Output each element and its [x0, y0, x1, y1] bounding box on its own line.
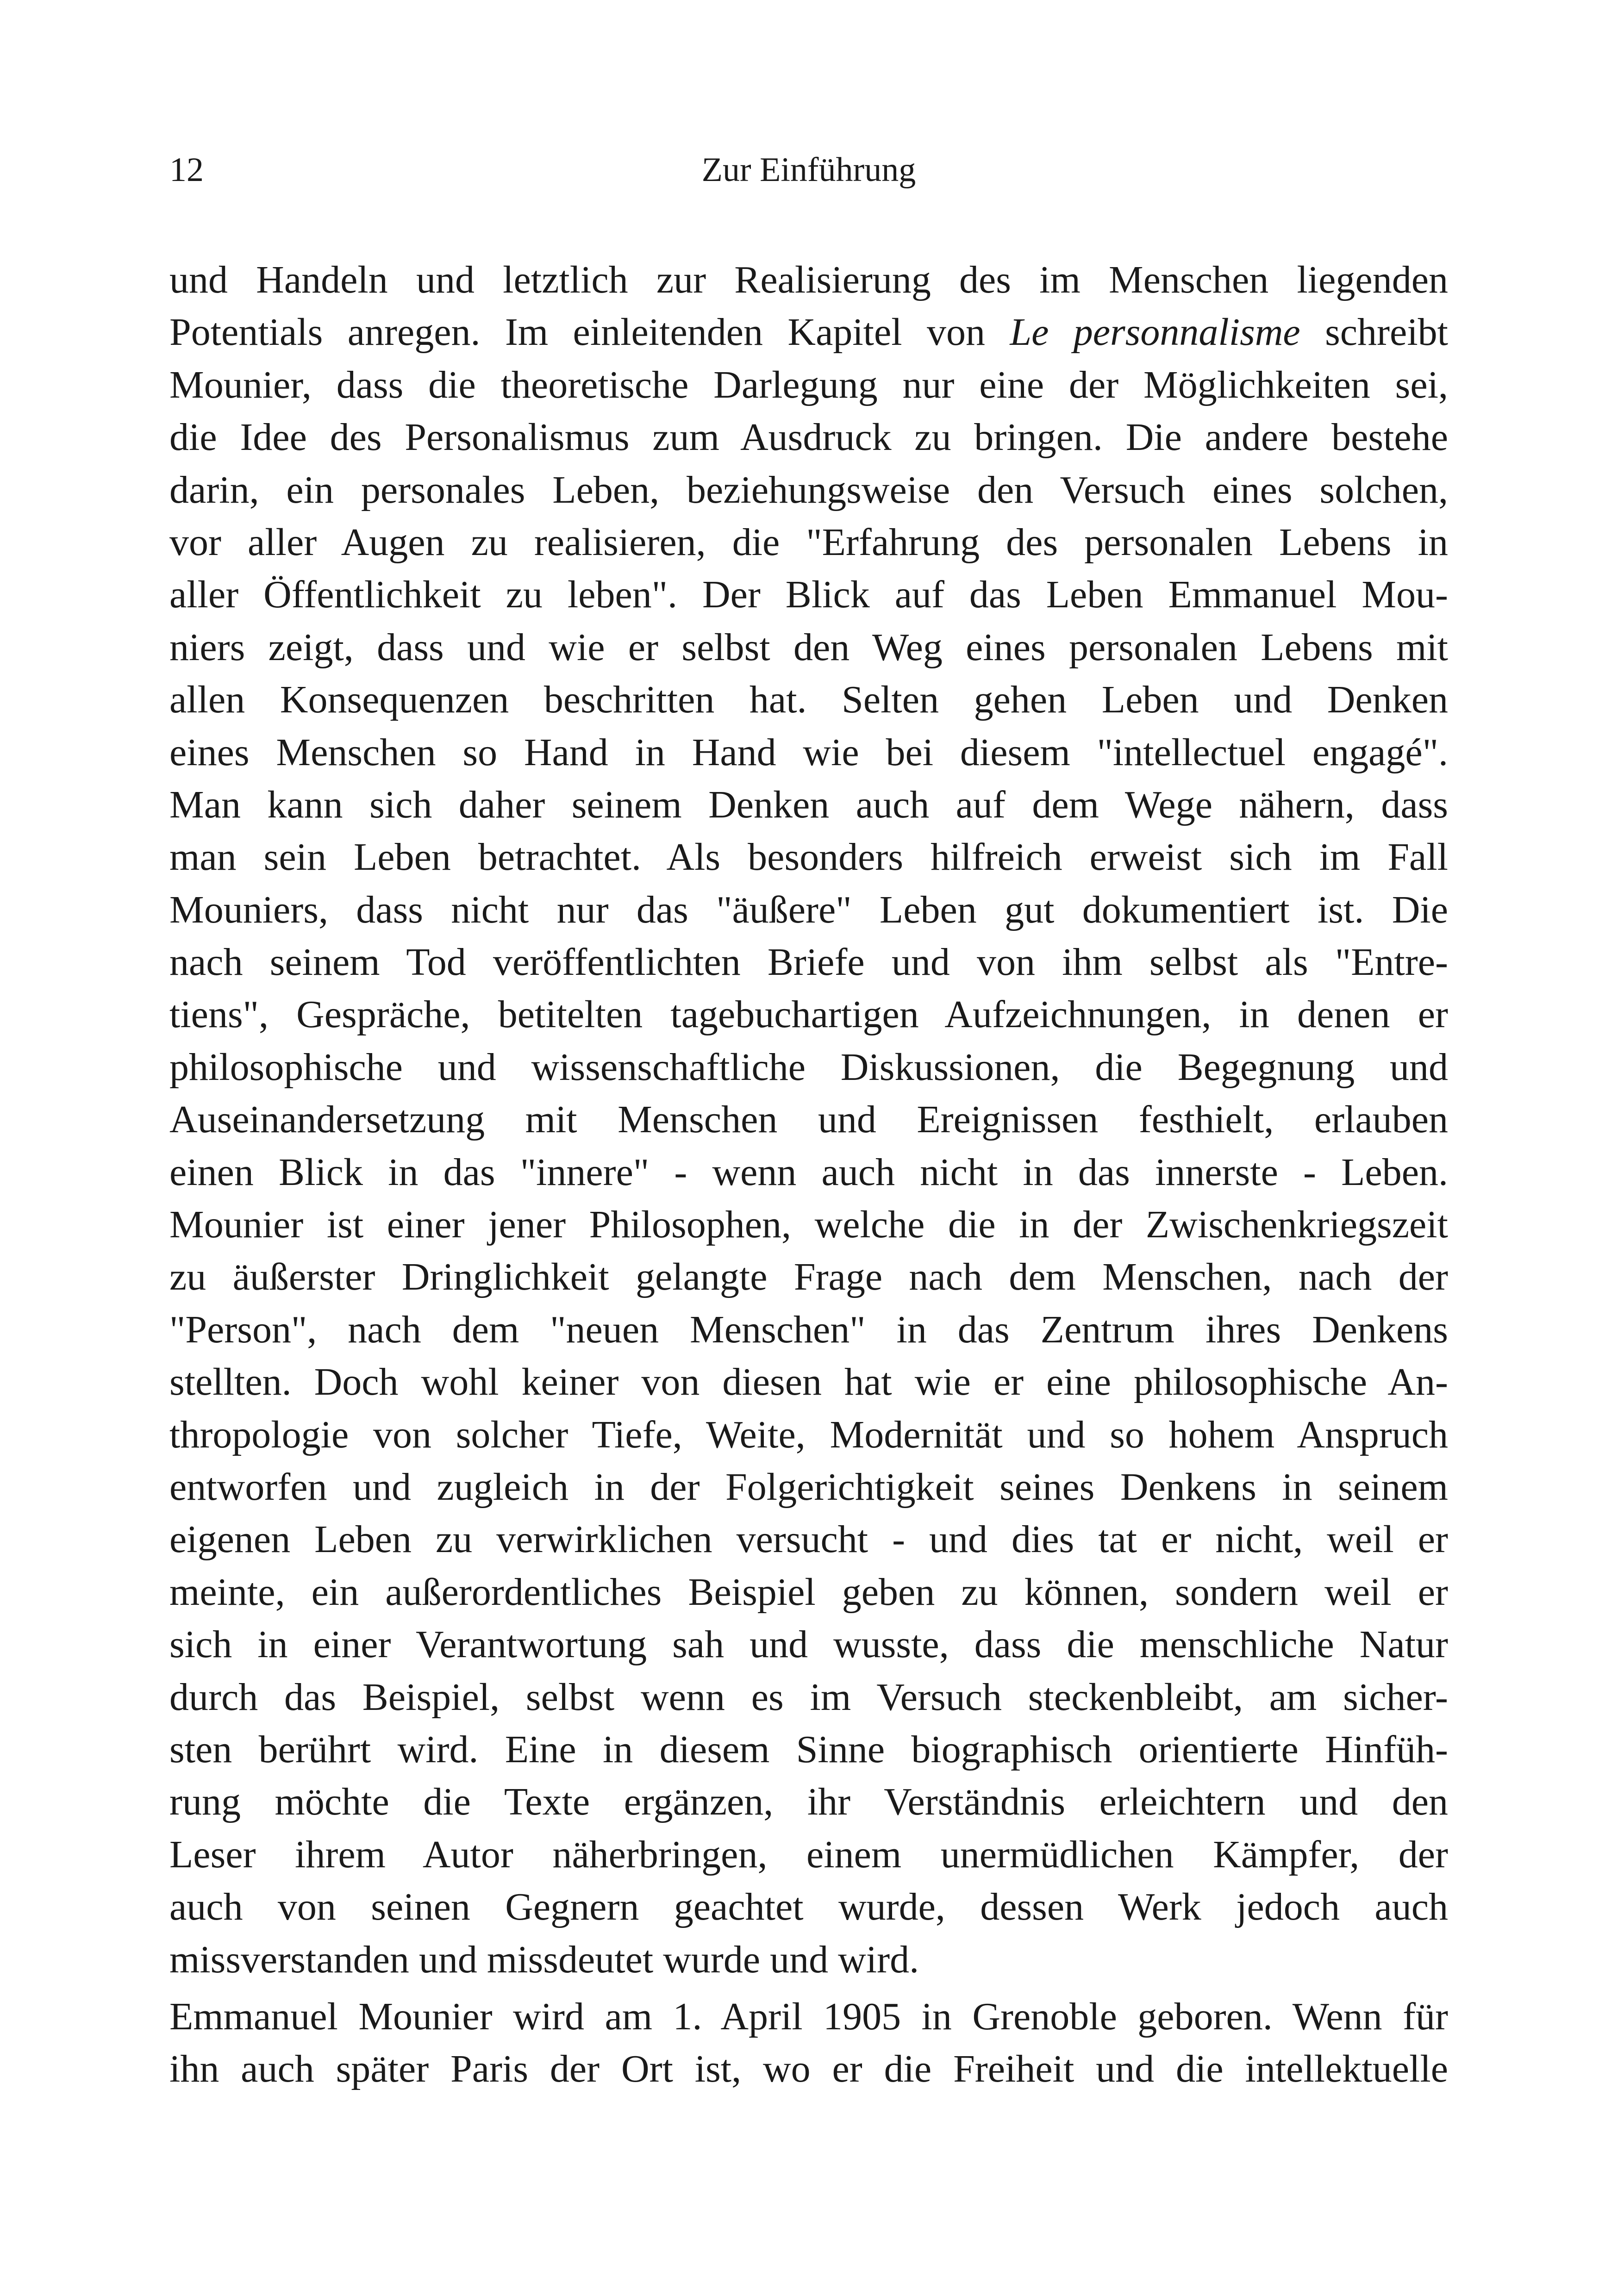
- page-number: 12: [169, 151, 204, 189]
- text-line: [169, 306, 1448, 358]
- text-line: meinte, ein außerordentliches Beispiel geben zu können, sondern weil er: [169, 1570, 1448, 1614]
- text-line: eigenen Leben zu verwirklichen versucht - und dies tat er nicht, weil er: [169, 1518, 1448, 1561]
- paragraph-1: [169, 254, 1448, 1986]
- text-line: allen Konsequenzen beschritten hat. Selten gehen Leben und Denken: [169, 678, 1448, 722]
- text-line: sich in einer Verantwortung sah und wusste, dass die menschliche Natur: [169, 1623, 1448, 1666]
- text-line: rung möchte die Texte ergänzen, ihr Verständnis erleichtern und den: [169, 1780, 1448, 1824]
- running-title: Zur Einführung: [701, 151, 916, 189]
- text-line: einen Blick in das "innere" - wenn auch nicht in das innerste - Leben.: [169, 1150, 1448, 1194]
- text-line: missverstanden und missdeutet wurde und wird.: [169, 1938, 919, 1981]
- text-segment: schreibt: [1300, 311, 1448, 354]
- text-line: die Idee des Personalismus zum Ausdruck zu bringen. Die andere bestehe: [169, 416, 1448, 459]
- text-line: Mounier ist einer jener Philosophen, welche die in der Zwischenkriegszeit: [169, 1203, 1448, 1247]
- text-line: durch das Beispiel, selbst wenn es im Versuch steckenbleibt, am sicher-: [169, 1675, 1448, 1719]
- text-line: entworfen und zugleich in der Folgerichtigkeit seines Denkens in seinem: [169, 1465, 1448, 1509]
- text-line: Emmanuel Mounier wird am 1. April 1905 in Grenoble geboren. Wenn für: [169, 1995, 1448, 2038]
- book-title: Le personnalisme: [1010, 311, 1300, 354]
- text-line: auch von seinen Gegnern geachtet wurde, dessen Werk jedoch auch: [169, 1885, 1448, 1929]
- text-line: Man kann sich daher seinem Denken auch auf dem Wege nähern, dass: [169, 783, 1448, 826]
- text-segment: Potentials anregen. Im einleitenden Kapitel von: [169, 311, 1010, 354]
- paragraph-2: [169, 1990, 1448, 2095]
- text-line: thropologie von solcher Tiefe, Weite, Modernität und so hohem Anspruch: [169, 1413, 1448, 1456]
- text-line: Mouniers, dass nicht nur das "äußere" Leben gut dokumentiert ist. Die: [169, 888, 1448, 931]
- text-line: stellten. Doch wohl keiner von diesen hat wie er eine philosophische An-: [169, 1360, 1448, 1404]
- text-line: philosophische und wissenschaftliche Diskussionen, die Begegnung und: [169, 1045, 1448, 1089]
- text-line: Mounier, dass die theoretische Darlegung nur eine der Möglichkeiten sei,: [169, 363, 1448, 406]
- text-line: zu äußerster Dringlichkeit gelangte Frage nach dem Menschen, nach der: [169, 1255, 1448, 1299]
- text-line: Leser ihrem Autor näherbringen, einem unermüdlichen Kämpfer, der: [169, 1833, 1448, 1876]
- text-line: Auseinandersetzung mit Menschen und Ereignissen festhielt, erlauben: [169, 1098, 1448, 1141]
- text-line: eines Menschen so Hand in Hand wie bei diesem "intellectuel engagé".: [169, 730, 1448, 774]
- text-line: man sein Leben betrachtet. Als besonders hilfreich erweist sich im Fall: [169, 836, 1448, 879]
- text-line: tiens", Gespräche, betitelten tagebuchartigen Aufzeichnungen, in denen er: [169, 993, 1448, 1036]
- text-line: darin, ein personales Leben, beziehungsweise den Versuch eines solchen,: [169, 468, 1448, 511]
- text-line: ihn auch später Paris der Ort ist, wo er die Freiheit und die intellektuelle: [169, 2047, 1448, 2091]
- text-line: nach seinem Tod veröffentlichten Briefe und von ihm selbst als "Entre-: [169, 941, 1448, 984]
- text-line: "Person", nach dem "neuen Menschen" in das Zentrum ihres Denkens: [169, 1308, 1448, 1351]
- text-line: sten berührt wird. Eine in diesem Sinne biographisch orientierte Hinfüh-: [169, 1727, 1448, 1771]
- text-line: aller Öffentlichkeit zu leben". Der Blick auf das Leben Emmanuel Mou-: [169, 573, 1448, 617]
- text-line: und Handeln und letztlich zur Realisierung des im Menschen liegenden: [169, 258, 1448, 301]
- page-header: [169, 149, 1448, 191]
- text-line: vor aller Augen zu realisieren, die "Erfahrung des personalen Lebens in: [169, 520, 1448, 564]
- text-line: niers zeigt, dass und wie er selbst den Weg eines personalen Lebens mit: [169, 625, 1448, 669]
